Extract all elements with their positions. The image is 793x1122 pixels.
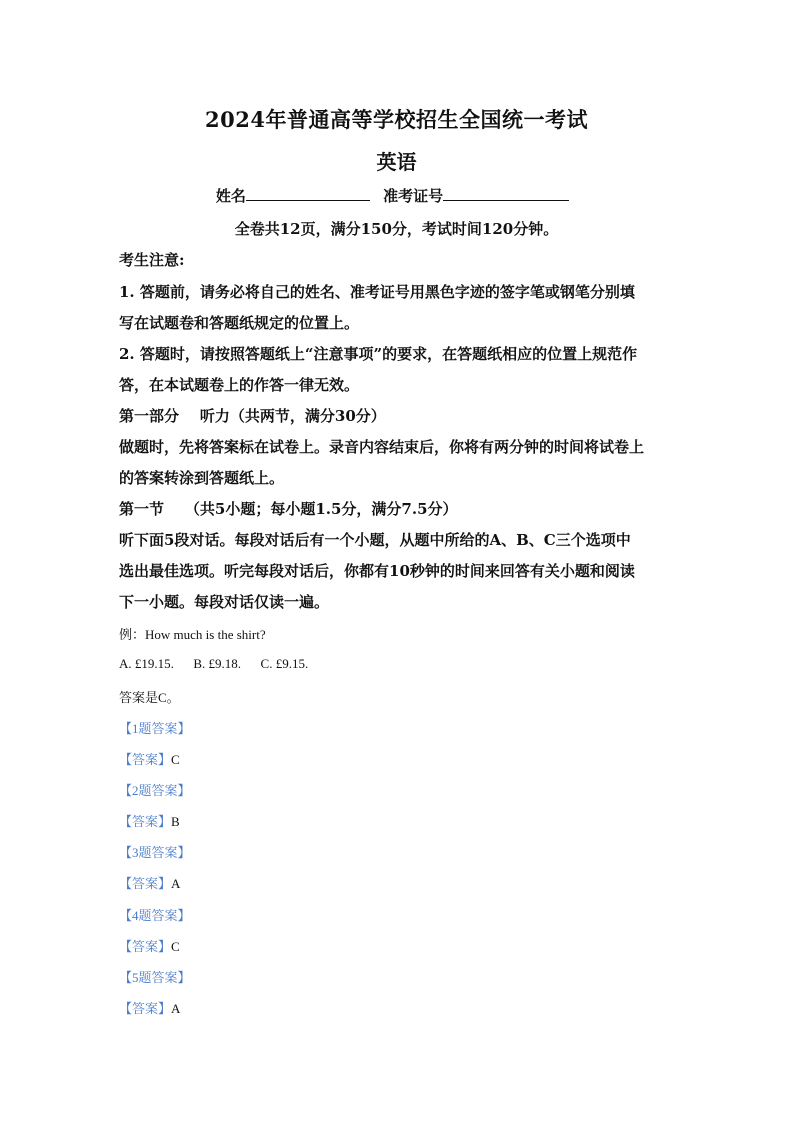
answer-prefix: 【答案】 xyxy=(119,752,172,767)
part1-intro-a: 做题时，先将答案标在试卷上。录音内容结束后，你将有两分钟的时间将试卷上 xyxy=(119,438,645,456)
answer-tag-4: 【4题答案】 xyxy=(119,908,191,923)
answer-line-2 xyxy=(119,811,679,830)
example-question: 例：How much is the shirt? xyxy=(119,627,266,642)
exam-subject: 英语 xyxy=(376,150,417,174)
section1-instr-b: 选出最佳选项。听完每段对话后，你都有10秒钟的时间来回答有关小题和阅读 xyxy=(119,562,635,580)
answer-value: B xyxy=(171,814,180,829)
answer-tag-5: 【5题答案】 xyxy=(119,970,191,985)
notice-item-2a: 2. 答题时，请按照答题纸上“注意事项”的要求，在答题纸相应的位置上规范作 xyxy=(119,345,638,363)
answer-line-3 xyxy=(119,873,679,892)
answer-tag-2: 【2题答案】 xyxy=(119,783,191,798)
exam-info: 全卷共12页，满分150分，考试时间120分钟。 xyxy=(234,220,559,238)
answer-tag-1: 【1题答案】 xyxy=(119,721,191,736)
example-options: A. £19.15. B. £9.18. C. £9.15. xyxy=(119,656,309,671)
section1-heading: 第一节 （共5小题；每小题1.5分，满分7.5分） xyxy=(119,500,458,518)
answer-value: C xyxy=(171,939,180,954)
answer-tag-3: 【3题答案】 xyxy=(119,845,191,860)
answer-prefix: 【答案】 xyxy=(119,939,172,954)
answer-value: A xyxy=(171,876,181,891)
answer-line-5 xyxy=(119,998,679,1017)
exam-title: 2024年普通高等学校招生全国统一考试 xyxy=(205,107,588,132)
answer-line-1 xyxy=(119,749,679,768)
id-blank[interactable] xyxy=(443,185,569,201)
section1-instr-c: 下一小题。每段对话仅读一遍。 xyxy=(119,593,330,611)
name-label: 姓名 xyxy=(215,187,246,205)
answer-prefix: 【答案】 xyxy=(119,814,172,829)
notice-item-1a: 1. 答题前，请务必将自己的姓名、准考证号用黑色字迹的签字笔或钢笔分别填 xyxy=(119,283,635,301)
section1-instr-a: 听下面5段对话。每段对话后有一个小题，从题中所给的A、B、C三个选项中 xyxy=(119,531,631,549)
answer-prefix: 【答案】 xyxy=(119,1001,172,1016)
part1-heading: 第一部分 听力（共两节，满分30分） xyxy=(119,407,386,425)
answer-line-4 xyxy=(119,936,679,955)
name-blank[interactable] xyxy=(246,185,370,201)
notice-item-1b: 写在试题卷和答题纸规定的位置上。 xyxy=(119,314,360,332)
notice-item-2b: 答，在本试题卷上的作答一律无效。 xyxy=(119,376,360,394)
answer-value: C xyxy=(171,752,180,767)
example-answer: 答案是C。 xyxy=(119,690,180,705)
answer-prefix: 【答案】 xyxy=(119,876,172,891)
answer-value: A xyxy=(171,1001,181,1016)
notice-heading: 考生注意: xyxy=(119,251,185,269)
candidate-fields xyxy=(0,185,793,206)
part1-intro-b: 的答案转涂到答题纸上。 xyxy=(119,469,285,487)
id-label: 准考证号 xyxy=(383,187,444,205)
